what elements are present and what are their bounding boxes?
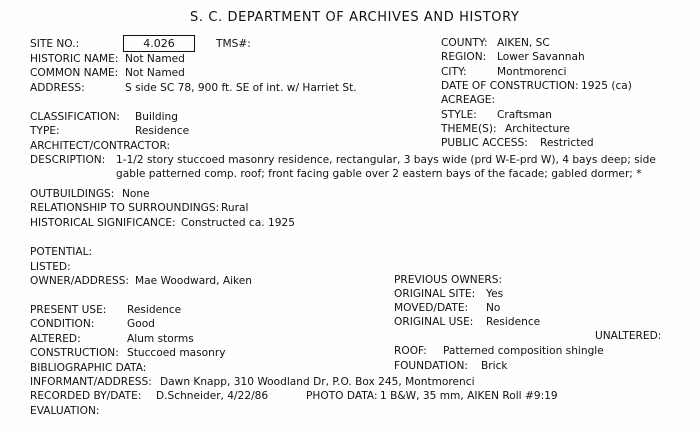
condition-label: CONDITION: xyxy=(30,318,95,330)
county-value: AIKEN, SC xyxy=(497,37,550,49)
public-access-value: Restricted xyxy=(540,137,594,149)
site-no-label: SITE NO.: xyxy=(30,38,80,50)
construction-label: CONSTRUCTION: xyxy=(30,347,119,359)
type-label: TYPE: xyxy=(30,125,60,137)
unaltered-label: UNALTERED: xyxy=(595,330,662,342)
moved-date-value: No xyxy=(486,302,501,314)
common-name-label: COMMON NAME: xyxy=(30,67,119,79)
evaluation-label: EVALUATION: xyxy=(30,405,100,417)
historic-name-label: HISTORIC NAME: xyxy=(30,53,119,65)
listed-label: LISTED: xyxy=(30,261,71,273)
style-label: STYLE: xyxy=(441,109,477,121)
altered-value: Alum storms xyxy=(127,333,194,345)
region-value: Lower Savannah xyxy=(497,51,585,63)
acreage-label: ACREAGE: xyxy=(441,94,496,106)
themes-label: THEME(S): xyxy=(441,123,497,135)
present-use-value: Residence xyxy=(127,304,182,316)
description-line-1: 1-1/2 story stuccoed masonry residence, rectangular, 3 bays wide (prd W-E-prd W), 4 bays deep; side xyxy=(116,154,656,166)
bibliographic-label: BIBLIOGRAPHIC DATA: xyxy=(30,362,147,374)
potential-label: POTENTIAL: xyxy=(30,246,93,258)
address-value: S side SC 78, 900 ft. SE of int. w/ Harriet St. xyxy=(125,82,357,94)
style-value: Craftsman xyxy=(497,109,552,121)
original-use-value: Residence xyxy=(486,316,541,328)
recorded-label: RECORDED BY/DATE: xyxy=(30,390,142,402)
historic-name-value: Not Named xyxy=(125,53,185,65)
photo-data-value: 1 B&W, 35 mm, AIKEN Roll #9:19 xyxy=(380,390,558,402)
informant-value: Dawn Knapp, 310 Woodland Dr, P.O. Box 245, Montmorenci xyxy=(160,376,475,388)
public-access-label: PUBLIC ACCESS: xyxy=(441,137,528,149)
date-of-construction-label: DATE OF CONSTRUCTION: xyxy=(441,80,579,92)
moved-date-label: MOVED/DATE: xyxy=(394,302,469,314)
foundation-label: FOUNDATION: xyxy=(394,360,468,372)
region-label: REGION: xyxy=(441,51,487,63)
construction-value: Stuccoed masonry xyxy=(127,347,226,359)
county-label: COUNTY: xyxy=(441,37,488,49)
outbuildings-label: OUTBUILDINGS: xyxy=(30,188,115,200)
address-label: ADDRESS: xyxy=(30,82,85,94)
classification-label: CLASSIFICATION: xyxy=(30,111,120,123)
description-line-2: gable patterned comp. roof; front facing gable over 2 eastern bays of the facade; gabled dormer; * xyxy=(116,168,642,180)
significance-value: Constructed ca. 1925 xyxy=(181,217,295,229)
informant-label: INFORMANT/ADDRESS: xyxy=(30,376,152,388)
significance-label: HISTORICAL SIGNIFICANCE: xyxy=(30,217,176,229)
type-value: Residence xyxy=(135,125,190,137)
outbuildings-value: None xyxy=(122,188,150,200)
photo-data-label: PHOTO DATA: xyxy=(306,390,378,402)
architect-label: ARCHITECT/CONTRACTOR: xyxy=(30,140,171,152)
relationship-value: Rural xyxy=(221,202,249,214)
present-use-label: PRESENT USE: xyxy=(30,304,107,316)
date-of-construction-value: 1925 (ca) xyxy=(581,80,632,92)
previous-owners-label: PREVIOUS OWNERS: xyxy=(394,274,503,286)
site-no-value: 4.026 xyxy=(143,37,175,50)
original-site-value: Yes xyxy=(486,288,504,300)
original-site-label: ORIGINAL SITE: xyxy=(394,288,476,300)
roof-label: ROOF: xyxy=(394,345,427,357)
site-no-box xyxy=(123,35,195,52)
card-title: S. C. DEPARTMENT OF ARCHIVES AND HISTORY xyxy=(190,10,520,25)
classification-value: Building xyxy=(135,111,178,123)
city-label: CITY: xyxy=(441,66,467,78)
tms-label: TMS#: xyxy=(216,38,251,50)
recorded-value: D.Schneider, 4/22/86 xyxy=(156,390,269,402)
description-label: DESCRIPTION: xyxy=(30,154,106,166)
altered-label: ALTERED: xyxy=(30,333,81,345)
relationship-label: RELATIONSHIP TO SURROUNDINGS: xyxy=(30,202,220,214)
original-use-label: ORIGINAL USE: xyxy=(394,316,474,328)
city-value: Montmorenci xyxy=(497,66,567,78)
condition-value: Good xyxy=(127,318,155,330)
owner-value: Mae Woodward, Aiken xyxy=(135,275,253,287)
common-name-value: Not Named xyxy=(125,67,185,79)
owner-label: OWNER/ADDRESS: xyxy=(30,275,129,287)
themes-value: Architecture xyxy=(505,123,570,135)
foundation-value: Brick xyxy=(481,360,508,372)
roof-value: Patterned composition shingle xyxy=(443,345,604,357)
